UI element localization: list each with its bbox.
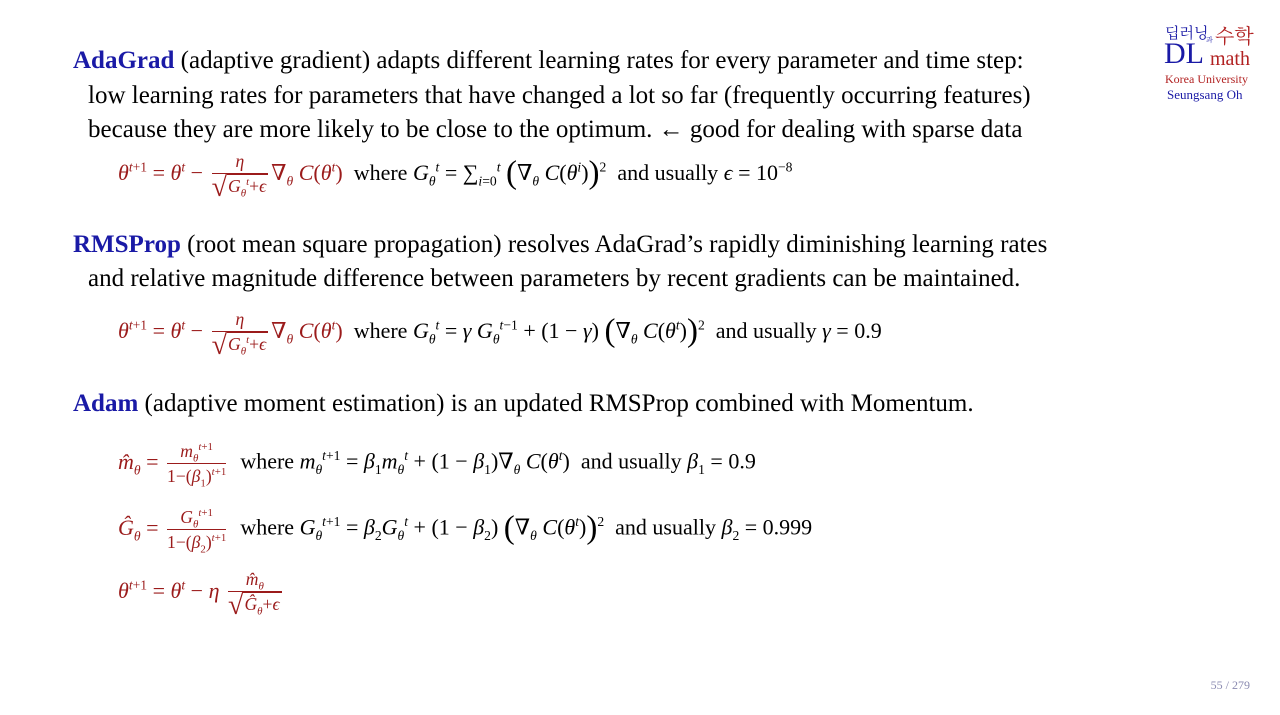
page-number: 55 / 279: [1210, 678, 1250, 692]
rmsprop-where: where: [353, 317, 408, 343]
adam-g-hat-def: $Ĝ_\theta$ = $\frac{G_\theta^{t+1}}{1-(\beta_2)^{t+1}}$: [118, 507, 227, 556]
adagrad-line-2: low learning rates for parameters that have changed a lot so far (frequently occurring features): [88, 82, 1031, 109]
logo-math: math: [1210, 48, 1250, 70]
logo-dl: DL: [1164, 37, 1204, 70]
adam-beta2-value: 0.999: [762, 514, 813, 540]
adagrad-line-1: [73, 46, 1024, 76]
adam-m-formula: $m̂_\theta$ = $\frac{m_\theta^{t+1}}{1-(\beta_1)^{t+1}}$ where $m_\theta^{t+1} = \beta_1m_\theta^t + (1 - \beta_1)\nabla_\theta$ $C(\theta^t)$ and usually $\beta_1 = 0.9$: [118, 441, 756, 490]
logo-korean-left: 딥러닝: [1165, 24, 1209, 42]
adagrad-text-1: (adaptive gradient) adapts different learning rates for every parameter and time step:: [174, 47, 1024, 74]
rmsprop-formula: $\theta^{t+1} = \theta^t$ − $\frac{\eta}{√G_\theta^t+\epsilon}$ $\nabla_\theta$ $C(\theta^t)$ where $G_\theta^t = \gamma$ $G_\theta^{t-1} + (1 - \gamma)$ ($\nabla_\theta$ $C(\theta^t))^2$ and usually γ = 0.9: [118, 309, 882, 362]
adam-beta1-value: 0.9: [728, 448, 756, 474]
adagrad-eps-exp: −8: [777, 159, 793, 175]
adam-update-rule: $\theta^{t+1} = \theta^t - \eta$ $\frac{m̂_\theta}{√Ĝ_\theta+\epsilon}$: [118, 569, 280, 622]
rmsprop-gamma-value: 0.9: [854, 317, 882, 343]
adagrad-and-usually: and usually: [617, 159, 719, 185]
adam-text-1: (adaptive moment estimation) is an updated RMSProp combined with Momentum.: [138, 390, 974, 417]
adam-line-1: [73, 389, 974, 419]
course-logo: [1163, 22, 1263, 107]
rmsprop-update-rule: $\theta^{t+1} = \theta^t$ − $\frac{\eta}{√G_\theta^t+\epsilon}$ $\nabla_\theta$ $C(\theta^t)$: [118, 309, 349, 362]
logo-korean-right: 수학: [1215, 24, 1254, 48]
adam-m-and-usually: and usually: [580, 448, 682, 474]
adam-g-formula: $Ĝ_\theta$ = $\frac{G_\theta^{t+1}}{1-(\beta_2)^{t+1}}$ where $G_\theta^{t+1} = \beta_2G_\theta^t + (1 - \beta_2)$ ($\nabla_\theta$ $C(\theta^t))^2$ and usually $\beta_2 = 0.999$: [118, 507, 813, 556]
adam-m-where: where: [240, 448, 295, 474]
adagrad-formula: $\theta^{t+1} = \theta^t$ − $\frac{\eta}{√G_\theta^t+\epsilon}$ $\nabla_\theta$ $C(\theta^t)$ where $G_\theta^t = \sum_{i=0}^t$ ($\nabla_\theta$ $C(\theta^i))^2$ and usually $\epsilon = 10^{-8}$: [118, 151, 793, 204]
logo-korean-small: 과: [1206, 36, 1213, 44]
rmsprop-and-usually: and usually: [715, 317, 817, 343]
adam-g-where: where: [240, 514, 295, 540]
logo-author: Seungsang Oh: [1167, 87, 1243, 102]
adagrad-eps-value: 10: [755, 159, 778, 185]
rmsprop-line-1: [73, 230, 1047, 260]
rmsprop-term: RMSProp: [73, 231, 181, 258]
adam-m-hat-def: $m̂_\theta$ = $\frac{m_\theta^{t+1}}{1-(\beta_1)^{t+1}}$: [118, 441, 227, 490]
rmsprop-text-1: (root mean square propagation) resolves AdaGrad’s rapidly diminishing learning rates: [180, 231, 1048, 258]
adagrad-where: where: [353, 159, 408, 185]
rmsprop-line-2: and relative magnitude difference between parameters by recent gradients can be maintained.: [88, 265, 1021, 292]
logo-affiliation: Korea University: [1165, 72, 1248, 86]
adam-g-and-usually: and usually: [615, 514, 716, 540]
adagrad-line-3: because they are more likely to be close to the optimum. ← good for dealing with sparse data: [88, 116, 1023, 143]
adagrad-update-rule: $\theta^{t+1} = \theta^t$ − $\frac{\eta}{√G_\theta^t+\epsilon}$ $\nabla_\theta$ $C(\theta^t)$: [118, 151, 349, 204]
adagrad-term: AdaGrad: [73, 47, 175, 74]
adam-term: Adam: [73, 390, 139, 417]
